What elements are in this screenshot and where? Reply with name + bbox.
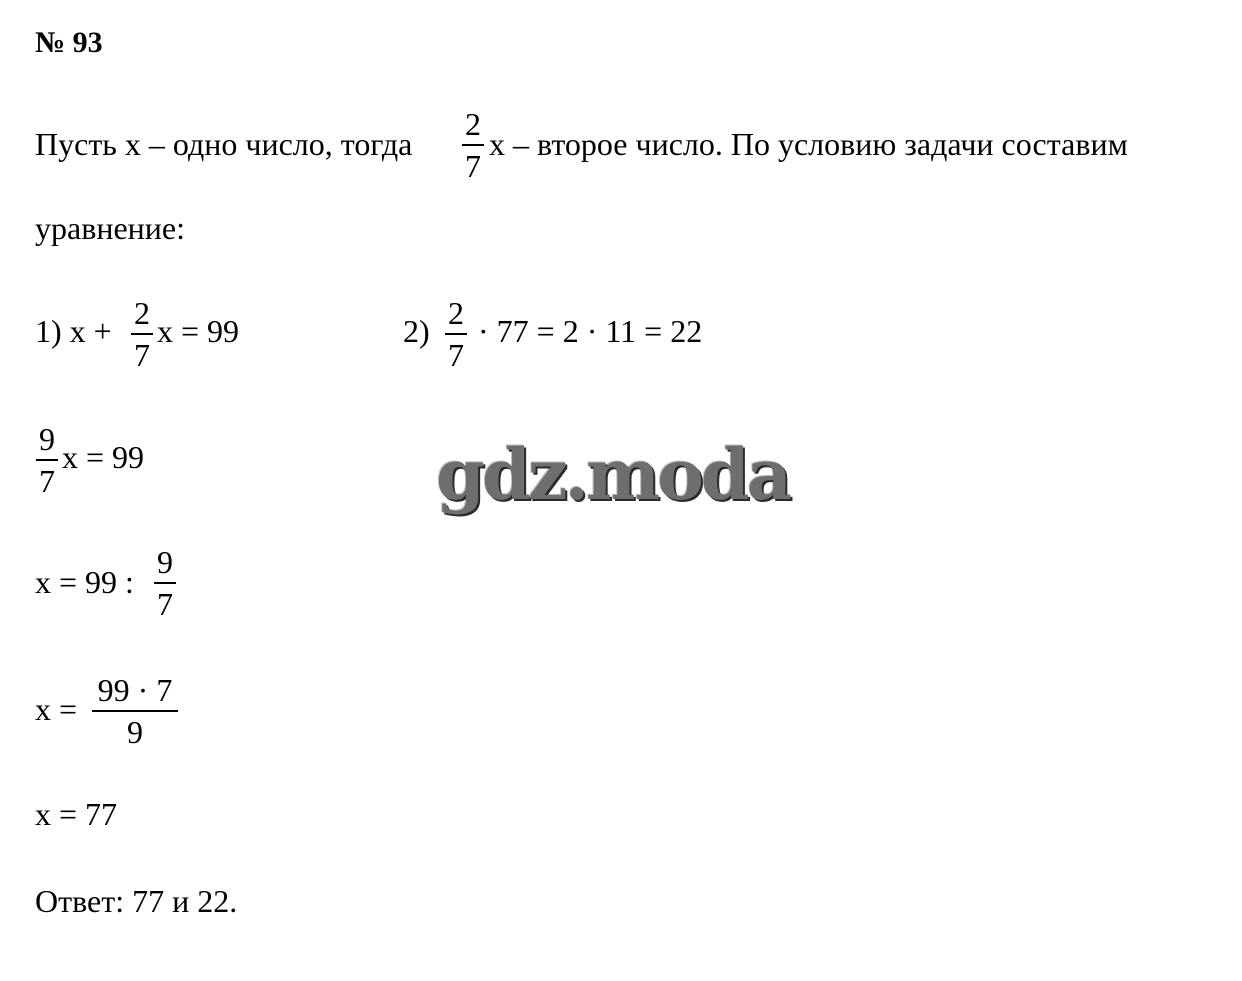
fraction-numerator: 99 · 7	[97, 672, 173, 708]
fraction-numerator: 9	[39, 421, 55, 457]
fraction-denominator: 7	[465, 148, 481, 184]
eq-a-fraction	[36, 423, 58, 497]
answer-text: Ответ: 77 и 22.	[35, 883, 238, 919]
fraction-bar	[462, 144, 484, 146]
fraction-denominator: 9	[127, 714, 143, 750]
fraction-bar	[92, 710, 178, 712]
step2-fraction	[445, 297, 467, 371]
fraction-denominator: 7	[157, 586, 173, 622]
watermark-logo: gdz.moda	[436, 433, 790, 516]
fraction-numerator: 2	[465, 106, 481, 142]
paragraph-text-line2: уравнение:	[35, 210, 185, 246]
fraction-numerator: 2	[134, 295, 150, 331]
paragraph-text-part2: х – второе число. По условию задачи составим	[489, 126, 1128, 162]
fraction-numerator: 2	[448, 295, 464, 331]
eq-b-fraction	[154, 546, 176, 620]
fraction-denominator: 7	[448, 337, 464, 373]
fraction-denominator: 7	[39, 463, 55, 499]
fraction-denominator: 7	[134, 337, 150, 373]
paragraph-text-part1: Пусть х – одно число, тогда	[35, 126, 413, 162]
step1-suffix: х = 99	[157, 313, 240, 349]
eq-d: х = 77	[35, 796, 118, 832]
eq-c-fraction	[92, 674, 178, 748]
fraction-bar	[36, 459, 58, 461]
problem-number: № 93	[35, 26, 103, 59]
step2-prefix: 2)	[403, 313, 430, 349]
eq-a-suffix: х = 99	[62, 439, 145, 475]
step2-suffix: · 77 = 2 · 11 = 22	[478, 313, 703, 349]
step1-fraction	[131, 297, 153, 371]
eq-b-prefix: х = 99 :	[35, 564, 134, 600]
fraction-bar	[154, 582, 176, 584]
eq-c-prefix: х =	[35, 691, 78, 727]
paragraph-fraction	[462, 108, 484, 182]
fraction-numerator: 9	[157, 544, 173, 580]
fraction-bar	[445, 333, 467, 335]
fraction-bar	[131, 333, 153, 335]
step1-prefix: 1) х +	[35, 313, 112, 349]
